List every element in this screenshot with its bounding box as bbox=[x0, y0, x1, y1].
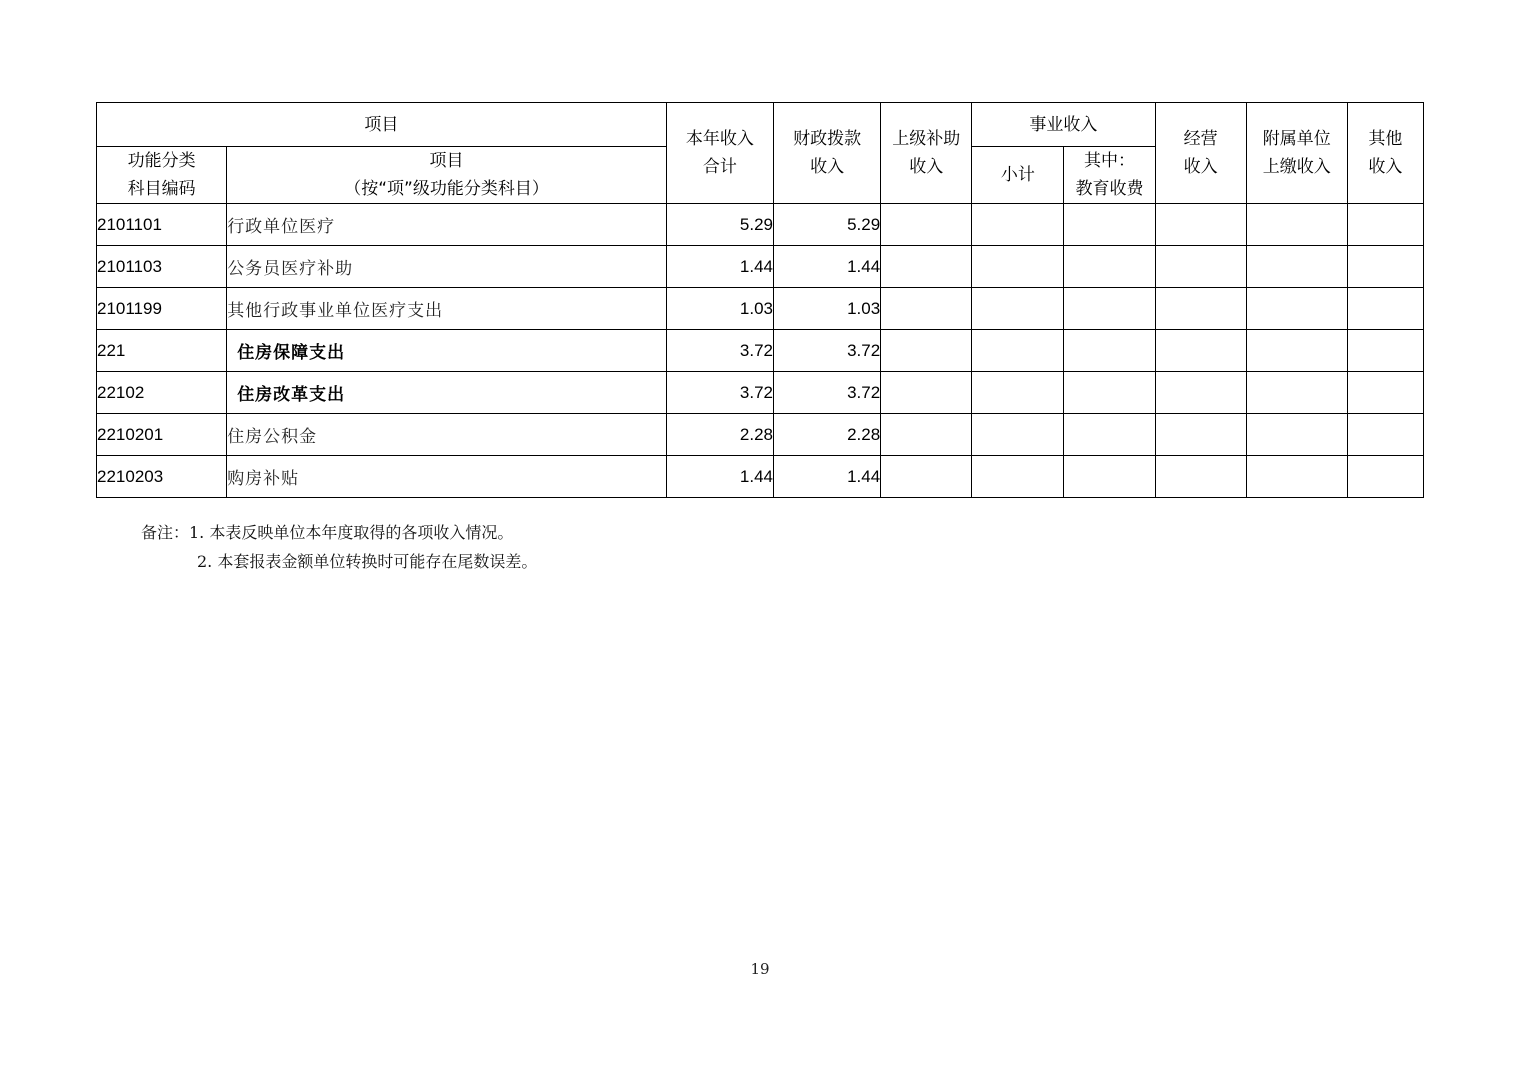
row-other bbox=[1347, 456, 1423, 498]
row-career-subtotal bbox=[972, 372, 1064, 414]
row-career-subtotal bbox=[972, 330, 1064, 372]
page-number: 19 bbox=[750, 960, 770, 978]
row-code: 2101103 bbox=[97, 246, 227, 288]
row-career-education bbox=[1064, 204, 1155, 246]
row-career-education bbox=[1064, 330, 1155, 372]
table-row bbox=[97, 330, 1424, 372]
row-superior bbox=[881, 330, 972, 372]
row-fiscal: 1.44 bbox=[774, 456, 881, 498]
row-total: 1.03 bbox=[666, 288, 773, 330]
row-fiscal: 3.72 bbox=[774, 372, 881, 414]
row-code: 221 bbox=[97, 330, 227, 372]
row-superior bbox=[881, 288, 972, 330]
row-career-subtotal bbox=[972, 204, 1064, 246]
row-name: 行政单位医疗 bbox=[227, 204, 667, 246]
row-other bbox=[1347, 246, 1423, 288]
row-code: 2210201 bbox=[97, 414, 227, 456]
row-name: 其他行政事业单位医疗支出 bbox=[227, 288, 667, 330]
row-affiliated bbox=[1246, 330, 1347, 372]
row-fiscal: 5.29 bbox=[774, 204, 881, 246]
header-career-education: 其中： 教育收费 bbox=[1064, 147, 1155, 204]
row-name: 住房保障支出 bbox=[227, 330, 667, 372]
row-operating bbox=[1155, 414, 1246, 456]
row-fiscal: 1.44 bbox=[774, 246, 881, 288]
row-affiliated bbox=[1246, 414, 1347, 456]
row-affiliated bbox=[1246, 288, 1347, 330]
table-row bbox=[97, 414, 1424, 456]
row-career-education bbox=[1064, 372, 1155, 414]
table-row bbox=[97, 204, 1424, 246]
table-body bbox=[97, 204, 1424, 498]
row-operating bbox=[1155, 246, 1246, 288]
row-total: 5.29 bbox=[666, 204, 773, 246]
row-affiliated bbox=[1246, 246, 1347, 288]
header-career-subtotal: 小计 bbox=[972, 147, 1064, 204]
header-affiliated: 附属单位 上缴收入 bbox=[1246, 103, 1347, 204]
row-fiscal: 2.28 bbox=[774, 414, 881, 456]
row-total: 2.28 bbox=[666, 414, 773, 456]
row-name: 公务员医疗补助 bbox=[227, 246, 667, 288]
row-affiliated bbox=[1246, 372, 1347, 414]
row-operating bbox=[1155, 288, 1246, 330]
notes bbox=[141, 518, 537, 576]
row-career-subtotal bbox=[972, 246, 1064, 288]
row-total: 3.72 bbox=[666, 330, 773, 372]
row-total: 3.72 bbox=[666, 372, 773, 414]
row-code: 2101101 bbox=[97, 204, 227, 246]
row-career-subtotal bbox=[972, 288, 1064, 330]
row-affiliated bbox=[1246, 204, 1347, 246]
table-row bbox=[97, 372, 1424, 414]
row-career-subtotal bbox=[972, 414, 1064, 456]
row-operating bbox=[1155, 456, 1246, 498]
row-operating bbox=[1155, 330, 1246, 372]
row-other bbox=[1347, 288, 1423, 330]
row-code: 2101199 bbox=[97, 288, 227, 330]
header-career-group: 事业收入 bbox=[972, 103, 1155, 147]
row-code: 2210203 bbox=[97, 456, 227, 498]
row-affiliated bbox=[1246, 456, 1347, 498]
row-superior bbox=[881, 372, 972, 414]
header-total: 本年收入 合计 bbox=[666, 103, 773, 204]
row-other bbox=[1347, 204, 1423, 246]
row-superior bbox=[881, 414, 972, 456]
header-operating: 经营 收入 bbox=[1155, 103, 1246, 204]
header-item-group: 项目 bbox=[97, 103, 667, 147]
row-other bbox=[1347, 372, 1423, 414]
row-operating bbox=[1155, 372, 1246, 414]
header-fiscal: 财政拨款 收入 bbox=[774, 103, 881, 204]
row-other bbox=[1347, 414, 1423, 456]
header-code: 功能分类 科目编码 bbox=[97, 147, 227, 204]
row-other bbox=[1347, 330, 1423, 372]
table-row bbox=[97, 456, 1424, 498]
row-total: 1.44 bbox=[666, 456, 773, 498]
row-career-education bbox=[1064, 456, 1155, 498]
header-item: 项目 （按“项”级功能分类科目） bbox=[227, 147, 667, 204]
row-superior bbox=[881, 246, 972, 288]
row-name: 购房补贴 bbox=[227, 456, 667, 498]
table-row bbox=[97, 246, 1424, 288]
row-operating bbox=[1155, 204, 1246, 246]
row-career-education bbox=[1064, 288, 1155, 330]
row-superior bbox=[881, 204, 972, 246]
header-superior: 上级补助 收入 bbox=[881, 103, 972, 204]
row-superior bbox=[881, 456, 972, 498]
note-line-1: 备注：1. 本表反映单位本年度取得的各项收入情况。 bbox=[141, 523, 514, 542]
row-name: 住房改革支出 bbox=[227, 372, 667, 414]
row-name: 住房公积金 bbox=[227, 414, 667, 456]
row-code: 22102 bbox=[97, 372, 227, 414]
row-career-subtotal bbox=[972, 456, 1064, 498]
header-other: 其他 收入 bbox=[1347, 103, 1423, 204]
row-fiscal: 1.03 bbox=[774, 288, 881, 330]
row-career-education bbox=[1064, 414, 1155, 456]
row-career-education bbox=[1064, 246, 1155, 288]
income-table bbox=[96, 102, 1424, 498]
row-total: 1.44 bbox=[666, 246, 773, 288]
row-fiscal: 3.72 bbox=[774, 330, 881, 372]
note-line-2: 2. 本套报表金额单位转换时可能存在尾数误差。 bbox=[197, 552, 538, 571]
table-row bbox=[97, 288, 1424, 330]
